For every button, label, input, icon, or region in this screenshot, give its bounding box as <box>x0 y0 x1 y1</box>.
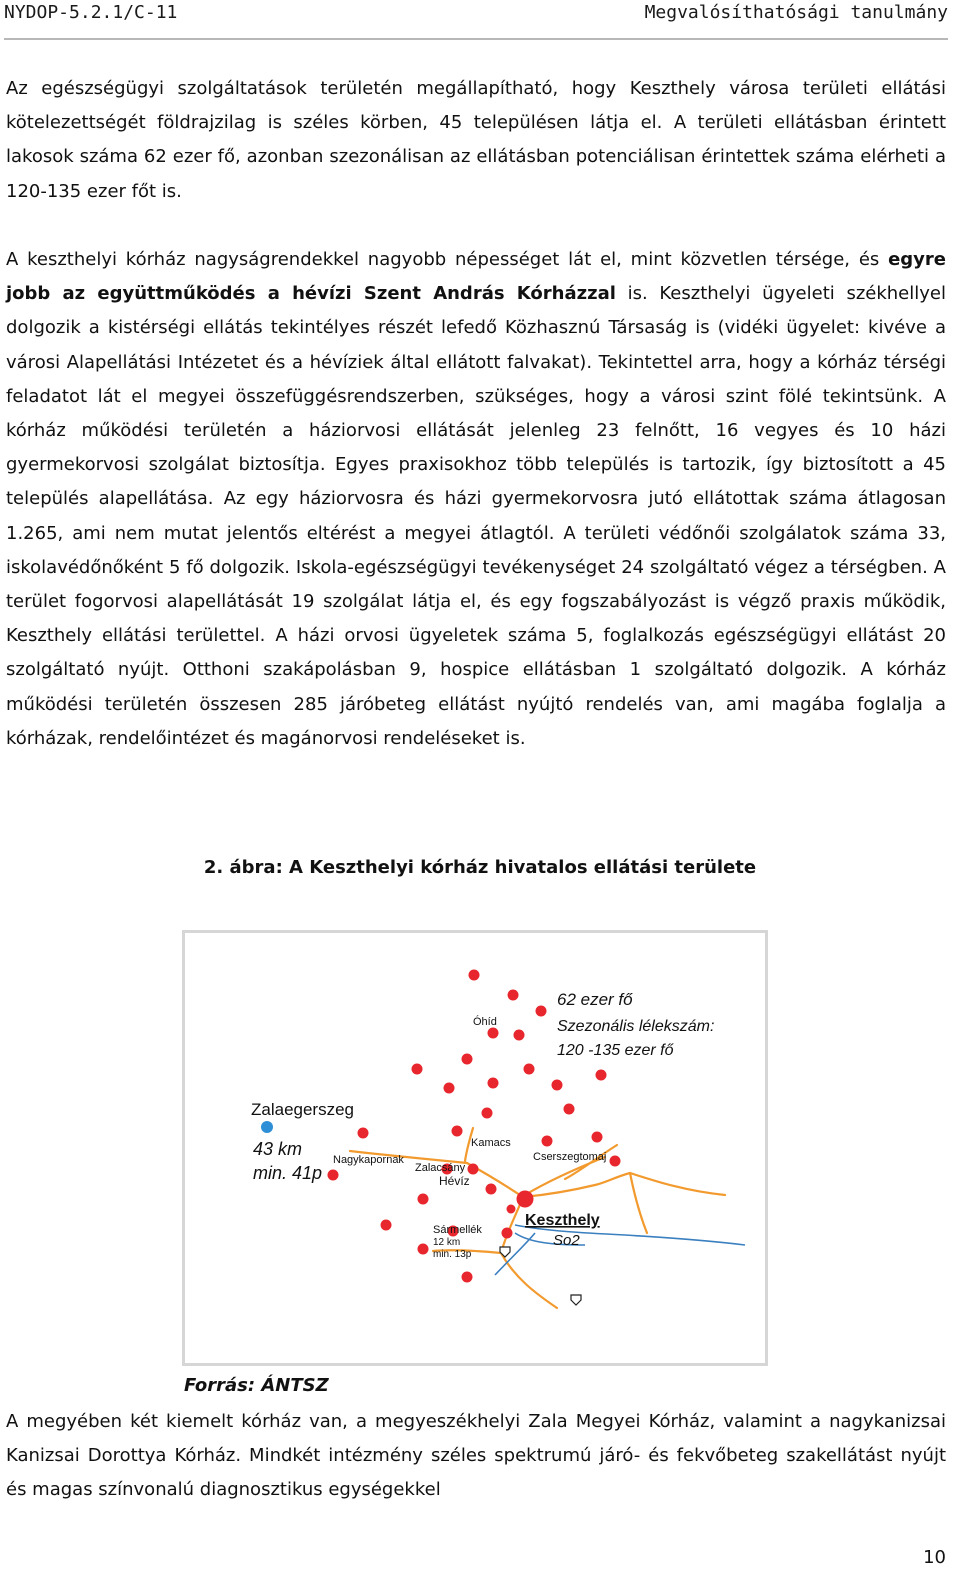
settlement-dot <box>418 1244 429 1255</box>
figure-source: Forrás: ÁNTSZ <box>184 1375 329 1396</box>
settlement-dot <box>596 1070 607 1081</box>
settlement-dot <box>469 970 480 981</box>
population-label: 62 ezer fő <box>557 990 633 1009</box>
settlement-dot <box>502 1228 513 1239</box>
seasonal-range-label: 120 -135 ezer fő <box>557 1042 674 1059</box>
settlement-dot <box>444 1083 455 1094</box>
settlement-dot <box>564 1104 575 1115</box>
page-number: 10 <box>923 1547 946 1568</box>
paragraph-2 <box>6 243 946 756</box>
keszthely-dot-2 <box>507 1205 516 1214</box>
sarmellek-time: min. 13p <box>433 1249 472 1260</box>
figure-caption: 2. ábra: A Keszthelyi kórház hivatalos ellátási területe <box>203 857 757 878</box>
settlement-dot <box>488 1078 499 1089</box>
settlement-dot <box>468 1164 479 1175</box>
document-title: Megvalósíthatósági tanulmány <box>644 2 948 23</box>
zalaegerszeg-label: Zalaegerszeg <box>251 1100 355 1119</box>
keszthely-dot <box>517 1191 534 1208</box>
header-divider <box>4 38 948 40</box>
settlement-dot <box>358 1128 369 1139</box>
sarmellek-distance: 12 km <box>433 1237 461 1248</box>
settlement-dot <box>514 1030 525 1041</box>
road-east-2 <box>630 1173 725 1195</box>
sarmellek-label: Sármellék <box>433 1224 482 1236</box>
road-east-3 <box>630 1173 647 1233</box>
settlement-dot <box>462 1272 473 1283</box>
zalaegerszeg-time: min. 41p <box>253 1163 323 1183</box>
kamacs-label: Kamacs <box>471 1137 511 1149</box>
zalaegerszeg-dot <box>261 1121 273 1133</box>
paragraph-1: Az egészségügyi szolgáltatások területén megállapítható, hogy Keszthely városa területi ellátási kötelezettségét földrajzilag is széles körben, 45 településen látja el. A területi ellátásban érintett lakosok száma 62 ezer fő, azonban szezonálisan az ellátásban potenciálisan érintettek száma elérheti a 120-135 ezer főt is. <box>6 78 946 202</box>
keszthely-label: Keszthely <box>525 1212 600 1229</box>
settlement-dot <box>462 1054 473 1065</box>
settlement-dot <box>381 1220 392 1231</box>
settlement-dot <box>418 1194 429 1205</box>
road-south <box>501 1253 557 1308</box>
marker-icon-2 <box>571 1295 581 1305</box>
settlement-dot <box>536 1006 547 1017</box>
ohid-label: Óhíd <box>473 1016 497 1028</box>
nagykapornak-label: Nagykapornak <box>333 1154 404 1166</box>
settlement-dot <box>552 1080 563 1091</box>
road-east-1 <box>523 1173 630 1197</box>
settlement-dot <box>610 1156 621 1167</box>
settlement-dot <box>542 1136 553 1147</box>
heviz-label: Hévíz <box>439 1174 470 1188</box>
settlement-dot <box>486 1184 497 1195</box>
paragraph-2-rest: is. Keszthelyi ügyeleti székhellyel dolgozik a kistérségi ellátás tekintélyes részét lefedő Közhasznú Társaság is (vidéki ügyelet: kivéve a városi Alapellátási Intézetet és a hévíziek által ellátott falvakat). Tekintettel arra, hogy a kórház térségi feladatot lát el megyei összefüggésrendszerben, szükséges, hogy a városi szint fölé tekintsünk. A kórház működési területén a háziorvosi ellátását jelenleg 23 felnőtt, 16 vegyes és 10 házi gyermekorvosi szolgálat biztosítja. Egyes praxisokhoz több település is tartozik, így biztosított a 45 település alapellátása. Az egy háziorvosra és házi gyermekorvosra jutó ellátottak száma átlagosan 1.265, ami nem mutat jelentős eltérést a megyei átlagtól. A területi védőnői szolgálatok száma 33, iskolavédőnőként 5 fő dolgozik. Iskola-egészségügyi tevékenységet 24 szolgáltató végez a térségben. A terület fogorvosi alapellátását 19 szolgálat látja el, és egy fogszabályozást is végző praxis működik, Keszthely ellátási területtel. A házi orvosi ügyeletek száma 5, foglalkozás egészségügyi ellátást 20 szolgáltató nyújt. Otthoni szakápolásban 9, hospice ellátásban 1 szolgáltató dolgozik. A kórház működési területén összesen 285 járóbeteg ellátást nyújtó rendelés van, ami magába foglalja a kórházak, rendelőintézet és magánorvosi rendeléseket is. <box>6 283 946 749</box>
settlement-dot <box>328 1170 339 1181</box>
map-figure <box>182 930 768 1366</box>
paragraph-2-bold: egyre jobb az együttműködés a hévízi Szent András Kórházzal <box>6 249 946 305</box>
settlement-dot <box>524 1064 535 1075</box>
water-features <box>495 1225 745 1275</box>
keszthely-sub-label: So2 <box>553 1232 580 1249</box>
settlement-dot <box>592 1132 603 1143</box>
settlement-dot <box>452 1126 463 1137</box>
settlement-dot <box>482 1108 493 1119</box>
paragraph-2-intro: A keszthelyi kórház nagyságrendekkel nagyobb népességet lát el, mint közvetlen térsége, és <box>6 249 889 270</box>
settlement-dot <box>508 990 519 1001</box>
cserszegtomaj-label: Cserszegtomaj <box>533 1151 607 1163</box>
settlement-dot <box>412 1064 423 1075</box>
page-header <box>4 0 948 34</box>
zalacsany-label: Zalacsány <box>415 1162 466 1174</box>
zalaegerszeg-distance: 43 km <box>253 1139 303 1159</box>
settlement-dot <box>488 1028 499 1039</box>
seasonal-label: Szezonális lélekszám: <box>557 1018 715 1035</box>
service-area-map <box>185 933 765 1363</box>
document-code: NYDOP-5.2.1/C-11 <box>4 2 178 23</box>
paragraph-3: A megyében két kiemelt kórház van, a megyeszékhelyi Zala Megyei Kórház, valamint a nagykanizsai Kanizsai Dorottya Kórház. Mindkét intézmény széles spektrumú járó- és fekvőbeteg szakellátást nyújt és magas színvonalú diagnosztikus egységekkel <box>6 1411 946 1501</box>
